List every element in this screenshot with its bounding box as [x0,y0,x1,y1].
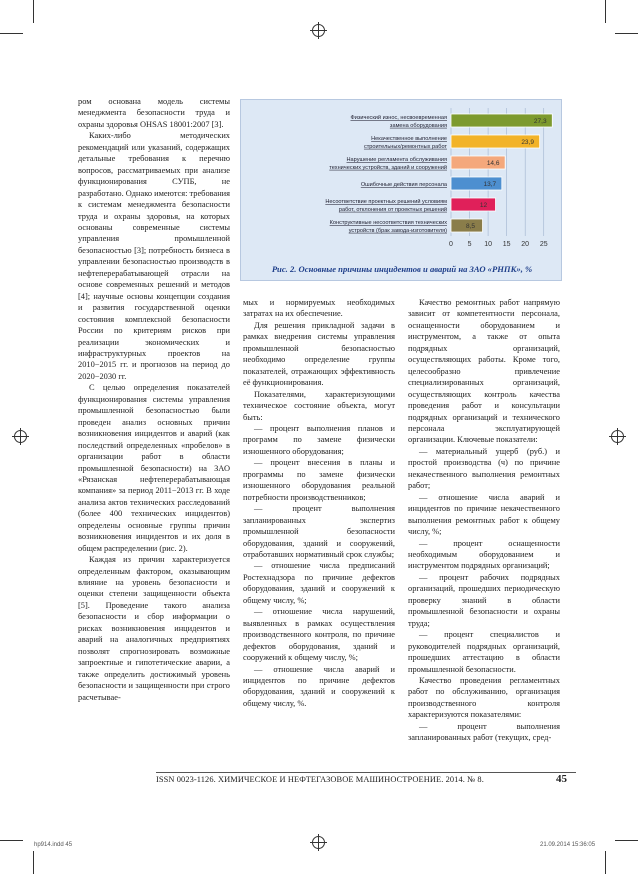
paragraph: Каких-либо методических рекомендаций или указаний, содержащих детальные требования к перечню вопросов, рассматриваемых при анализе функционирования СУПБ, не разработано. Однако имеются: требования к системам менеджмента безопасности труда и охраны здоровья, на которых основаны современные системы управления промышленной безопасностью [3]; потребность бизнеса в управлении безопасностью производств в нефтеперерабатывающей отрасли на основе современных решений и методов [4]; научные основы концепции создания и развития государственной оценки состояния комплексной безопасности России по критериям рисков при реализации экономических и инфраструктурных проектов на 2010−2015 гг. и прогнозов на период до 2020−2030 гг. [78,131,231,381]
bar-value-label: 23,9 [521,139,534,146]
paragraph: — отношение числа нарушений, выявленных в рамках осуществления производственного контроля, по причине дефектов оборудования, зданий и сооружений к общему числу, %; [243,607,395,663]
bar [451,198,496,211]
category-label: замена оборудования [389,122,447,129]
paragraph: — процент специалистов и руководителей подрядных организаций, прошедших аттестацию в области промышленной безопасности. [408,630,560,674]
paragraph: — отношение числа предписаний Ростехнадзора по причине дефектов оборудования, зданий и сооружений к общему числу, %; [243,561,395,605]
paragraph: — процент внесения в планы и программы по замене физически изношенного оборудования реальной потребности производственников; [243,458,395,502]
category-label: Нарушение регламента обслуживания [346,157,447,164]
crop-mark [33,0,34,23]
category-label: технических устройств, зданий и сооружений [329,164,447,171]
paragraph: — отношение числа аварий и инцидентов по причине некачественного выполнения ремонтных работ к общему числу, %; [408,492,560,537]
paragraph: Качество проведения регламентных работ по обслуживанию, организация производственного контроля характеризуются показателями: [408,675,560,720]
registration-mark-icon [312,24,325,37]
paragraph: — процент выполнения планов и программ по замене физически изношенного оборудования; [243,423,395,456]
crop-mark [605,0,606,23]
bar-value-label: 8,5 [466,223,476,230]
text-column-2 [243,297,395,709]
category-label: устройств (брак завода-изготовителя) [348,227,447,234]
slug-timestamp: 21.09.2014 15:36:05 [540,842,596,848]
page-footer [156,772,576,788]
text-column-1 [78,96,230,703]
figure-caption: Рис. 2. Основные причины инцидентов и аварий на ЗАО «РНПК», % [271,264,533,274]
paragraph: — материальный ущерб (руб.) и простой производства (ч) по причине некачественного выполнения ремонтных работ; [408,446,560,491]
paragraph: — процент рабочих подрядных организаций, прошедших периодическую проверку знаний в области промышленной безопасности и охраны труда; [408,572,560,628]
crop-mark [615,33,638,34]
registration-mark-icon [611,430,624,443]
x-tick-label: 15 [502,241,511,248]
paragraph: Каждая из причин характеризуется определенным фактором, оказывающим влияние на уровень безопасности и оценки степени защищенности объекта [5]. Проведение такого анализа безопасности и сбор информации о рисках возникновения инцидентов и аварий на аналогичных предприятиях позволят спрогнозировать возможные запроектные и гипотетические аварии, а также определить достижимый уровень безопасности и защищенности при строго расчетывае- [78,555,230,702]
bar-chart [241,100,563,282]
paragraph: С целью определения показателей функционирования системы управления промышленной безопасностью были проведен анализ основных причин возникновения инцидентов и аварий (как последствий определенных «пробелов» в организации работ в области промышленной безопасности) на ЗАО «Рязанская нефтеперерабатывающая компания» за период 2011−2013 гг. В ходе анализа актов технических расследований (более 400 технических инцидентов) определены основные группы причин возникновения инцидентов и их доля в общем распределении (рис. 2). [78,383,230,553]
category-label: Конструктивные несоответствия технических [329,220,447,227]
bar-value-label: 14,6 [486,160,500,167]
crop-mark [0,33,23,34]
crop-mark [33,851,34,874]
x-tick-label: 20 [521,241,530,248]
bar-value-label: 27,3 [533,118,547,125]
bar-value-label: 12 [479,202,488,209]
paragraph: — отношение числа аварий и инцидентов по причине дефектов оборудования, зданий и сооружений к общему числу, %. [243,664,395,708]
registration-mark-icon [14,430,27,443]
x-tick-label: 10 [484,241,492,248]
crop-mark [0,840,23,841]
page-number: 45 [556,773,567,785]
x-tick-label: 25 [539,241,548,248]
registration-mark-icon [312,836,325,849]
x-tick-label: 0 [449,241,453,248]
paragraph: Для решения прикладной задачи в рамках внедрения системы управления промышленной безопасностью необходимо определение группы показателей, отражающих эффективность её функционирования. [243,320,395,388]
paragraph: — процент выполнения запланированных работ (текущих, сред- [408,721,560,743]
paragraph: мых и нормируемых необходимых затратах на их обеспечение. [243,298,395,319]
paragraph: — процент выполнения запланированных экспертиз промышленной безопасности оборудования, зданий и сооружений, отработавших нормативный срок службы; [243,504,395,559]
category-label: Ошибочные действия персонала [360,182,447,188]
paragraph: Показателями, характеризующими техническое состояние объекта, могут быть: [243,389,395,422]
figure-2 [240,99,562,281]
x-tick-label: 5 [467,241,472,248]
journal-title: ISSN 0023-1126. ХИМИЧЕСКОЕ И НЕФТЕГАЗОВОЕ МАШИНОСТРОЕНИЕ. 2014. № 8. [156,775,484,784]
category-label: работ, отклонения от проектных решений [338,206,447,213]
paragraph: — процент оснащенности необходимым оборудованием и инструментом подрядных организаций; [408,538,560,571]
text-column-3 [408,297,560,744]
category-label: Физический износ, несвоевременная [350,115,447,122]
slug-file: hp914.indd 45 [34,842,73,848]
bar-value-label: 13,7 [483,181,497,188]
crop-mark [615,840,638,841]
category-label: Некачественное выполнение [371,136,447,143]
paragraph: ром основана модель системы менеджмента безопасности труда и охраны здоровья OHSAS 18001:2007 [3]. [78,97,230,129]
category-label: Несоответствие проектных решений условиям [325,199,447,206]
category-label: строительных/ремонтных работ [363,143,447,150]
crop-mark [605,851,606,874]
paragraph: Качество ремонтных работ напрямую зависит от компетентности персонала, оснащенности оборудованием и инструментом, а также от опыта подрядных организаций, осуществляющих работы. Кроме того, целесообразно привлечение специализированных организаций, осуществляющих контроль качества проведения работ и консультации подрядных организаций и технического персонала эксплуатирующей организации. Ключевые показатели: [408,298,560,445]
